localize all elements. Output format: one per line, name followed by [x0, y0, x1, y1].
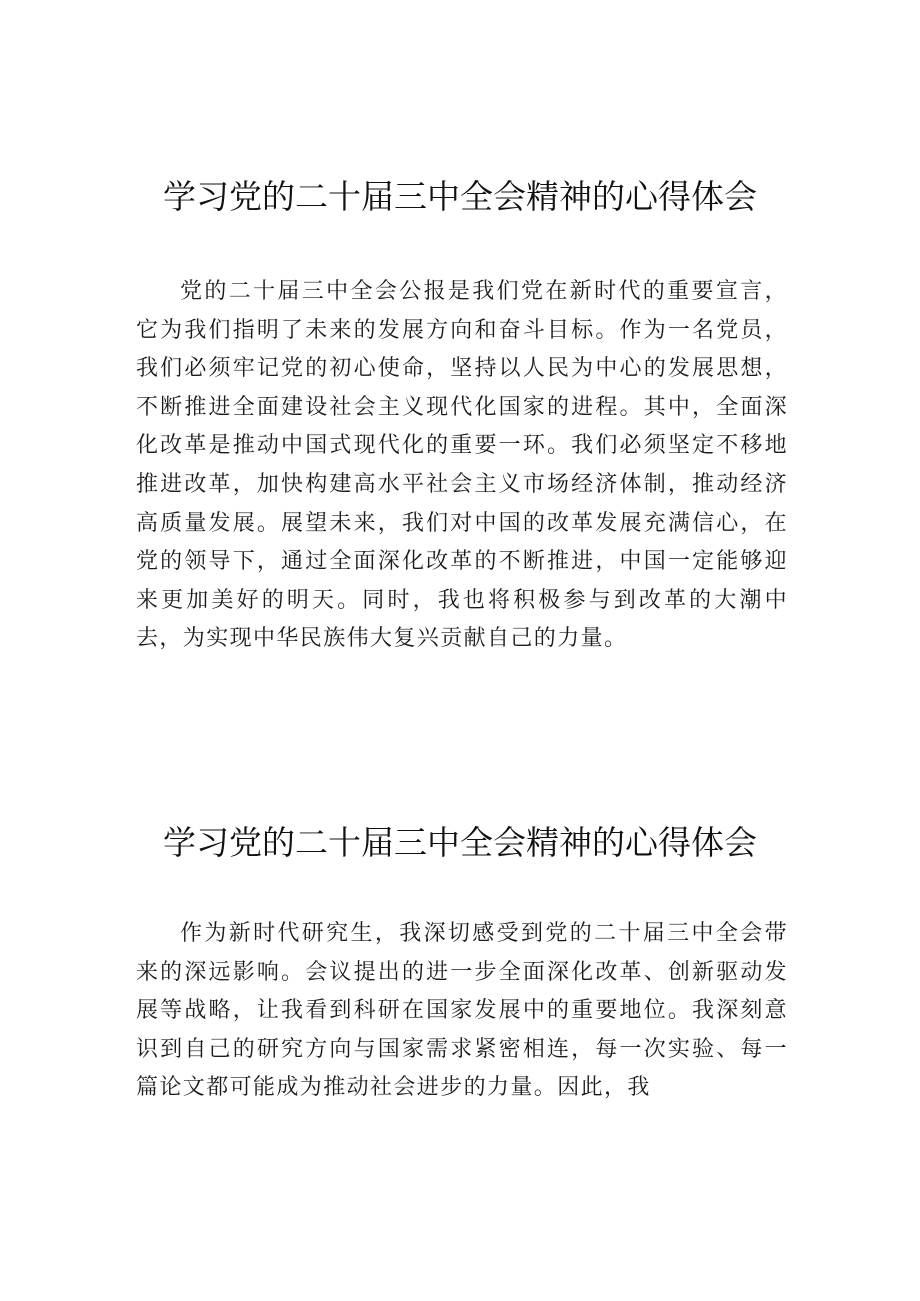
essay-section-2: [0, 818, 920, 1101]
section-body-paragraph: 党的二十届三中全会公报是我们党在新时代的重要宣言，它为我们指明了未来的发展方向和奋斗目标。作为一名党员，我们必须牢记党的初心使命，坚持以人民为中心的发展思想，不断推进全面建设社会主义现代化国家的进程。其中，全面深化改革是推动中国式现代化的重要一环。我们必须坚定不移地推进改革，加快构建高水平社会主义市场经济体制，推动经济高质量发展。展望未来，我们对中国的改革发展充满信心，在党的领导下，通过全面深化改革的不断推进，中国一定能够迎来更加美好的明天。同时，我也将积极参与到改革的大潮中去，为实现中华民族伟大复兴贡献自己的力量。: [136, 279, 788, 652]
section-title: 学习党的二十届三中全会精神的心得体会: [163, 823, 757, 862]
section-title: 学习党的二十届三中全会精神的心得体会: [163, 177, 757, 216]
essay-section-1: [0, 172, 920, 652]
section-body-paragraph: 作为新时代研究生，我深切感受到党的二十届三中全会带来的深远影响。会议提出的进一步全面深化改革、创新驱动发展等战略，让我看到科研在国家发展中的重要地位。我深刻意识到自己的研究方向与国家需求紧密相连，每一次实验、每一篇论文都可能成为推动社会进步的力量。因此，我: [136, 921, 788, 1101]
